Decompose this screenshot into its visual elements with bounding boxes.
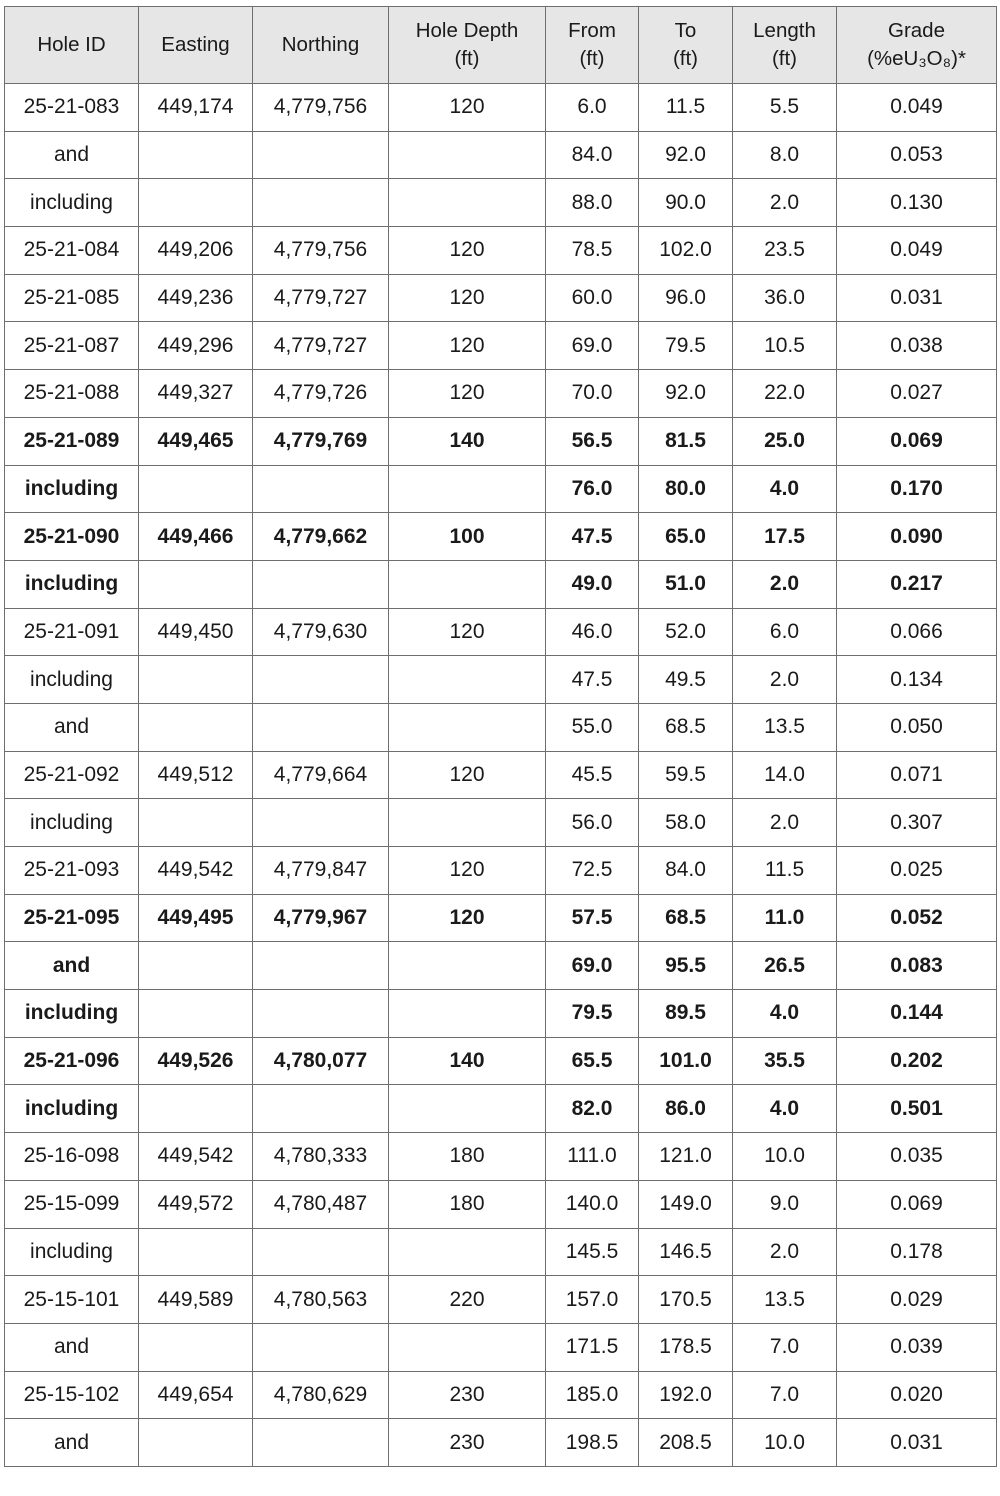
table-row — [5, 1276, 997, 1324]
northing-cell: 4,779,727 — [253, 322, 389, 370]
from-cell: 72.5 — [546, 847, 639, 895]
table-row — [5, 370, 997, 418]
to-cell: 208.5 — [639, 1419, 733, 1467]
easting-cell — [139, 799, 253, 847]
easting-cell — [139, 990, 253, 1038]
table-row — [5, 513, 997, 561]
length-cell: 10.0 — [733, 1419, 837, 1467]
from-cell: 79.5 — [546, 990, 639, 1038]
northing-cell: 4,779,967 — [253, 894, 389, 942]
length-cell: 2.0 — [733, 799, 837, 847]
northing-cell: 4,780,077 — [253, 1037, 389, 1085]
header-unit: (ft) — [579, 47, 605, 70]
header-line: Hole ID — [37, 33, 106, 56]
easting-cell: 449,589 — [139, 1276, 253, 1324]
hole-id-cell: 25-15-101 — [5, 1276, 139, 1324]
to-cell: 192.0 — [639, 1371, 733, 1419]
easting-cell: 449,206 — [139, 227, 253, 275]
to-cell: 146.5 — [639, 1228, 733, 1276]
from-cell: 140.0 — [546, 1180, 639, 1228]
hole-depth-cell: 120 — [389, 227, 546, 275]
to-cell: 170.5 — [639, 1276, 733, 1324]
northing-cell: 4,779,769 — [253, 417, 389, 465]
hole-depth-cell: 120 — [389, 370, 546, 418]
from-cell: 84.0 — [546, 131, 639, 179]
northing-cell — [253, 465, 389, 513]
to-cell: 80.0 — [639, 465, 733, 513]
grade-cell: 0.050 — [837, 703, 997, 751]
easting-cell: 449,174 — [139, 84, 253, 132]
to-cell: 102.0 — [639, 227, 733, 275]
header-line: To — [674, 19, 697, 42]
hole-id-cell: 25-16-098 — [5, 1133, 139, 1181]
header-hole-depth — [389, 7, 546, 84]
grade-cell: 0.202 — [837, 1037, 997, 1085]
easting-cell — [139, 179, 253, 227]
to-cell: 65.0 — [639, 513, 733, 561]
easting-cell: 449,465 — [139, 417, 253, 465]
grade-cell: 0.039 — [837, 1323, 997, 1371]
length-cell: 6.0 — [733, 608, 837, 656]
table-row — [5, 84, 997, 132]
hole-depth-cell — [389, 1085, 546, 1133]
grade-cell: 0.130 — [837, 179, 997, 227]
from-cell: 57.5 — [546, 894, 639, 942]
header-line: From — [568, 19, 616, 42]
header-unit: (ft) — [771, 47, 798, 70]
header-unit: (%eU₃O₈)* — [867, 47, 966, 70]
hole-id-cell: 25-15-099 — [5, 1180, 139, 1228]
table-row — [5, 847, 997, 895]
table-row — [5, 1133, 997, 1181]
hole-depth-cell: 180 — [389, 1180, 546, 1228]
hole-id-cell: 25-21-084 — [5, 227, 139, 275]
northing-cell: 4,779,756 — [253, 84, 389, 132]
hole-id-cell: 25-21-087 — [5, 322, 139, 370]
grade-cell: 0.090 — [837, 513, 997, 561]
hole-depth-cell — [389, 703, 546, 751]
length-cell: 17.5 — [733, 513, 837, 561]
length-cell: 25.0 — [733, 417, 837, 465]
grade-cell: 0.029 — [837, 1276, 997, 1324]
length-cell: 11.5 — [733, 847, 837, 895]
northing-cell — [253, 1085, 389, 1133]
grade-cell: 0.052 — [837, 894, 997, 942]
grade-cell: 0.049 — [837, 84, 997, 132]
hole-depth-cell: 120 — [389, 608, 546, 656]
length-cell: 35.5 — [733, 1037, 837, 1085]
grade-cell: 0.069 — [837, 1180, 997, 1228]
table-row — [5, 1085, 997, 1133]
to-cell: 92.0 — [639, 131, 733, 179]
header-unit: (ft) — [672, 47, 699, 70]
header-row — [5, 7, 997, 84]
grade-cell: 0.307 — [837, 799, 997, 847]
grade-cell: 0.031 — [837, 274, 997, 322]
grade-cell: 0.066 — [837, 608, 997, 656]
table-row — [5, 942, 997, 990]
hole-id-cell: and — [5, 703, 139, 751]
to-cell: 59.5 — [639, 751, 733, 799]
northing-cell — [253, 942, 389, 990]
easting-cell: 449,495 — [139, 894, 253, 942]
hole-depth-cell: 140 — [389, 1037, 546, 1085]
length-cell: 5.5 — [733, 84, 837, 132]
easting-cell — [139, 1323, 253, 1371]
from-cell: 47.5 — [546, 656, 639, 704]
from-cell: 88.0 — [546, 179, 639, 227]
northing-cell: 4,779,756 — [253, 227, 389, 275]
easting-cell: 449,526 — [139, 1037, 253, 1085]
length-cell: 7.0 — [733, 1371, 837, 1419]
easting-cell: 449,654 — [139, 1371, 253, 1419]
header-line: Length — [753, 19, 816, 42]
to-cell: 68.5 — [639, 894, 733, 942]
hole-id-cell: and — [5, 1419, 139, 1467]
hole-id-cell: and — [5, 942, 139, 990]
northing-cell — [253, 703, 389, 751]
to-cell: 95.5 — [639, 942, 733, 990]
hole-depth-cell — [389, 799, 546, 847]
to-cell: 49.5 — [639, 656, 733, 704]
header-line: Easting — [161, 33, 230, 56]
table-row — [5, 465, 997, 513]
length-cell: 13.5 — [733, 1276, 837, 1324]
grade-cell: 0.053 — [837, 131, 997, 179]
table-row — [5, 1323, 997, 1371]
northing-cell — [253, 656, 389, 704]
header-hole-id — [5, 7, 139, 84]
hole-id-cell: 25-21-083 — [5, 84, 139, 132]
northing-cell: 4,780,629 — [253, 1371, 389, 1419]
table-row — [5, 274, 997, 322]
northing-cell: 4,779,847 — [253, 847, 389, 895]
hole-depth-cell: 220 — [389, 1276, 546, 1324]
length-cell: 7.0 — [733, 1323, 837, 1371]
from-cell: 185.0 — [546, 1371, 639, 1419]
to-cell: 58.0 — [639, 799, 733, 847]
header-easting — [139, 7, 253, 84]
length-cell: 2.0 — [733, 179, 837, 227]
hole-depth-cell: 120 — [389, 322, 546, 370]
hole-id-cell: 25-21-095 — [5, 894, 139, 942]
from-cell: 111.0 — [546, 1133, 639, 1181]
from-cell: 78.5 — [546, 227, 639, 275]
table-row — [5, 990, 997, 1038]
northing-cell: 4,779,727 — [253, 274, 389, 322]
easting-cell: 449,572 — [139, 1180, 253, 1228]
header-from — [546, 7, 639, 84]
hole-id-cell: 25-21-093 — [5, 847, 139, 895]
northing-cell — [253, 799, 389, 847]
table-row — [5, 227, 997, 275]
from-cell: 46.0 — [546, 608, 639, 656]
from-cell: 55.0 — [546, 703, 639, 751]
to-cell: 79.5 — [639, 322, 733, 370]
grade-cell: 0.049 — [837, 227, 997, 275]
to-cell: 11.5 — [639, 84, 733, 132]
northing-cell — [253, 179, 389, 227]
hole-depth-cell: 230 — [389, 1371, 546, 1419]
hole-depth-cell — [389, 1228, 546, 1276]
from-cell: 49.0 — [546, 560, 639, 608]
to-cell: 52.0 — [639, 608, 733, 656]
from-cell: 70.0 — [546, 370, 639, 418]
easting-cell — [139, 656, 253, 704]
easting-cell: 449,466 — [139, 513, 253, 561]
length-cell: 2.0 — [733, 560, 837, 608]
easting-cell — [139, 1228, 253, 1276]
northing-cell: 4,779,662 — [253, 513, 389, 561]
northing-cell — [253, 131, 389, 179]
from-cell: 69.0 — [546, 322, 639, 370]
hole-depth-cell: 120 — [389, 894, 546, 942]
grade-cell: 0.069 — [837, 417, 997, 465]
hole-depth-cell: 100 — [389, 513, 546, 561]
table-row — [5, 751, 997, 799]
header-length — [733, 7, 837, 84]
northing-cell — [253, 1228, 389, 1276]
to-cell: 96.0 — [639, 274, 733, 322]
northing-cell: 4,779,630 — [253, 608, 389, 656]
grade-cell: 0.020 — [837, 1371, 997, 1419]
from-cell: 157.0 — [546, 1276, 639, 1324]
northing-cell: 4,780,563 — [253, 1276, 389, 1324]
easting-cell — [139, 942, 253, 990]
from-cell: 171.5 — [546, 1323, 639, 1371]
hole-id-cell: 25-21-092 — [5, 751, 139, 799]
hole-depth-cell — [389, 990, 546, 1038]
hole-id-cell: including — [5, 1085, 139, 1133]
grade-cell: 0.217 — [837, 560, 997, 608]
length-cell: 10.0 — [733, 1133, 837, 1181]
hole-id-cell: 25-15-102 — [5, 1371, 139, 1419]
grade-cell: 0.027 — [837, 370, 997, 418]
length-cell: 14.0 — [733, 751, 837, 799]
hole-id-cell: including — [5, 990, 139, 1038]
hole-depth-cell — [389, 560, 546, 608]
to-cell: 121.0 — [639, 1133, 733, 1181]
easting-cell: 449,450 — [139, 608, 253, 656]
northing-cell — [253, 1323, 389, 1371]
length-cell: 2.0 — [733, 1228, 837, 1276]
hole-id-cell: including — [5, 799, 139, 847]
hole-id-cell: 25-21-096 — [5, 1037, 139, 1085]
length-cell: 4.0 — [733, 1085, 837, 1133]
table-row — [5, 1228, 997, 1276]
easting-cell: 449,542 — [139, 1133, 253, 1181]
hole-depth-cell — [389, 942, 546, 990]
to-cell: 84.0 — [639, 847, 733, 895]
hole-id-cell: including — [5, 560, 139, 608]
table-row — [5, 1180, 997, 1228]
easting-cell — [139, 703, 253, 751]
table-row — [5, 322, 997, 370]
grade-cell: 0.035 — [837, 1133, 997, 1181]
grade-cell: 0.083 — [837, 942, 997, 990]
hole-depth-cell: 230 — [389, 1419, 546, 1467]
to-cell: 90.0 — [639, 179, 733, 227]
to-cell: 81.5 — [639, 417, 733, 465]
table-row — [5, 417, 997, 465]
length-cell: 9.0 — [733, 1180, 837, 1228]
from-cell: 60.0 — [546, 274, 639, 322]
table-row — [5, 131, 997, 179]
from-cell: 65.5 — [546, 1037, 639, 1085]
easting-cell — [139, 1085, 253, 1133]
grade-cell: 0.031 — [837, 1419, 997, 1467]
table-row — [5, 608, 997, 656]
length-cell: 26.5 — [733, 942, 837, 990]
hole-id-cell: 25-21-091 — [5, 608, 139, 656]
length-cell: 22.0 — [733, 370, 837, 418]
easting-cell — [139, 560, 253, 608]
table-header — [5, 7, 997, 84]
table-row — [5, 799, 997, 847]
hole-id-cell: 25-21-090 — [5, 513, 139, 561]
length-cell: 10.5 — [733, 322, 837, 370]
table-row — [5, 560, 997, 608]
grade-cell: 0.144 — [837, 990, 997, 1038]
from-cell: 6.0 — [546, 84, 639, 132]
header-grade — [837, 7, 997, 84]
header-line: Hole Depth — [415, 19, 519, 42]
from-cell: 56.5 — [546, 417, 639, 465]
from-cell: 145.5 — [546, 1228, 639, 1276]
hole-depth-cell — [389, 465, 546, 513]
table-row — [5, 656, 997, 704]
easting-cell: 449,542 — [139, 847, 253, 895]
easting-cell — [139, 465, 253, 513]
to-cell: 101.0 — [639, 1037, 733, 1085]
length-cell: 23.5 — [733, 227, 837, 275]
length-cell: 4.0 — [733, 990, 837, 1038]
from-cell: 69.0 — [546, 942, 639, 990]
hole-id-cell: and — [5, 131, 139, 179]
hole-depth-cell: 120 — [389, 751, 546, 799]
easting-cell: 449,296 — [139, 322, 253, 370]
hole-id-cell: 25-21-088 — [5, 370, 139, 418]
to-cell: 89.5 — [639, 990, 733, 1038]
hole-id-cell: including — [5, 1228, 139, 1276]
grade-cell: 0.025 — [837, 847, 997, 895]
to-cell: 68.5 — [639, 703, 733, 751]
hole-depth-cell — [389, 131, 546, 179]
grade-cell: 0.038 — [837, 322, 997, 370]
length-cell: 36.0 — [733, 274, 837, 322]
northing-cell — [253, 1419, 389, 1467]
hole-id-cell: and — [5, 1323, 139, 1371]
easting-cell: 449,327 — [139, 370, 253, 418]
northing-cell — [253, 560, 389, 608]
length-cell: 4.0 — [733, 465, 837, 513]
hole-id-cell: including — [5, 465, 139, 513]
grade-cell: 0.134 — [837, 656, 997, 704]
table-row — [5, 703, 997, 751]
hole-id-cell: including — [5, 179, 139, 227]
table-row — [5, 1037, 997, 1085]
from-cell: 45.5 — [546, 751, 639, 799]
easting-cell: 449,512 — [139, 751, 253, 799]
northing-cell — [253, 990, 389, 1038]
grade-cell: 0.071 — [837, 751, 997, 799]
drill-results-table — [4, 6, 997, 1467]
easting-cell: 449,236 — [139, 274, 253, 322]
hole-depth-cell — [389, 1323, 546, 1371]
northing-cell: 4,780,487 — [253, 1180, 389, 1228]
header-northing — [253, 7, 389, 84]
grade-cell: 0.170 — [837, 465, 997, 513]
header-to — [639, 7, 733, 84]
to-cell: 178.5 — [639, 1323, 733, 1371]
to-cell: 149.0 — [639, 1180, 733, 1228]
header-line: Grade — [888, 19, 945, 42]
northing-cell: 4,779,664 — [253, 751, 389, 799]
length-cell: 13.5 — [733, 703, 837, 751]
hole-depth-cell: 140 — [389, 417, 546, 465]
length-cell: 8.0 — [733, 131, 837, 179]
table-row — [5, 1371, 997, 1419]
grade-cell: 0.501 — [837, 1085, 997, 1133]
hole-depth-cell: 120 — [389, 847, 546, 895]
grade-cell: 0.178 — [837, 1228, 997, 1276]
from-cell: 76.0 — [546, 465, 639, 513]
hole-depth-cell: 120 — [389, 84, 546, 132]
hole-depth-cell — [389, 656, 546, 704]
hole-depth-cell: 120 — [389, 274, 546, 322]
northing-cell: 4,780,333 — [253, 1133, 389, 1181]
northing-cell: 4,779,726 — [253, 370, 389, 418]
length-cell: 2.0 — [733, 656, 837, 704]
table-row — [5, 1419, 997, 1467]
from-cell: 56.0 — [546, 799, 639, 847]
table-row — [5, 179, 997, 227]
from-cell: 47.5 — [546, 513, 639, 561]
header-line: Northing — [281, 33, 360, 56]
hole-id-cell: including — [5, 656, 139, 704]
header-unit: (ft) — [454, 47, 480, 70]
easting-cell — [139, 1419, 253, 1467]
hole-id-cell: 25-21-085 — [5, 274, 139, 322]
table-row — [5, 894, 997, 942]
hole-id-cell: 25-21-089 — [5, 417, 139, 465]
hole-depth-cell: 180 — [389, 1133, 546, 1181]
from-cell: 198.5 — [546, 1419, 639, 1467]
to-cell: 51.0 — [639, 560, 733, 608]
length-cell: 11.0 — [733, 894, 837, 942]
easting-cell — [139, 131, 253, 179]
hole-depth-cell — [389, 179, 546, 227]
to-cell: 86.0 — [639, 1085, 733, 1133]
drill-results-table-container — [4, 6, 997, 1467]
to-cell: 92.0 — [639, 370, 733, 418]
table-body — [5, 84, 997, 1467]
from-cell: 82.0 — [546, 1085, 639, 1133]
